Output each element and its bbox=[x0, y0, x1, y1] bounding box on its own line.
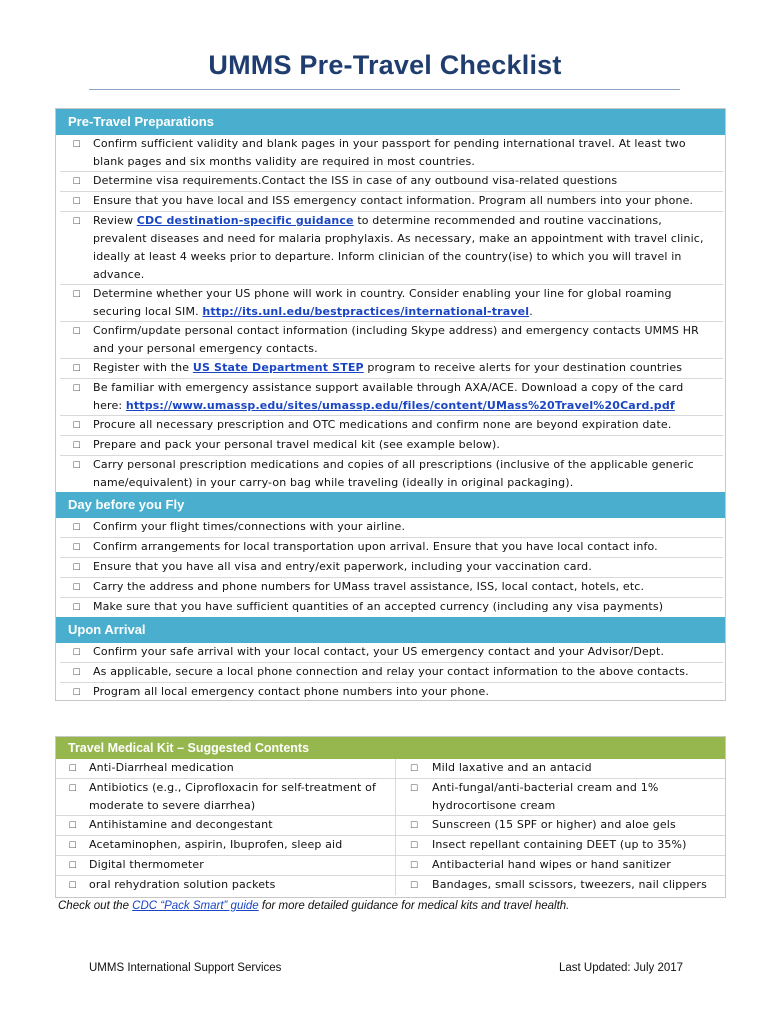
checklist-item bbox=[60, 322, 723, 359]
checklist-item-text: Carry personal prescription medications and copies of all prescriptions (inclusive of the applicable generic name/equivalent) in your carry-on bag while traveling (ideally in original packaging). bbox=[93, 458, 694, 489]
checklist-item bbox=[60, 285, 723, 322]
checklist-item-text: Confirm sufficient validity and blank pages in your passport for pending international travel. At least two blank pages and six months validity are required in most countries. bbox=[93, 137, 686, 168]
kit-row bbox=[56, 779, 725, 816]
checklist-item-text: Procure all necessary prescription and OTC medications and confirm none are beyond expiration date. bbox=[93, 418, 672, 431]
checkbox-icon[interactable]: ☐ bbox=[68, 861, 77, 871]
kit-item-right bbox=[396, 759, 725, 778]
checkbox-icon[interactable]: ☐ bbox=[72, 688, 81, 698]
checkbox-icon[interactable]: ☐ bbox=[72, 441, 81, 451]
kit-item-text: Anti-fungal/anti-bacterial cream and 1% hydrocortisone cream bbox=[432, 781, 659, 812]
item-text-pre: Determine whether your US phone will work in country. Consider enabling your line for global roaming securing local SIM. bbox=[93, 287, 672, 318]
checklist-item-text: Confirm your safe arrival with your local contact, your US emergency contact and your Advisor/Dept. bbox=[93, 645, 665, 658]
checklist-item bbox=[60, 598, 723, 617]
checklist-item-text: Determine visa requirements.Contact the ISS in case of any outbound visa-related questions bbox=[93, 174, 618, 187]
kit-item-left bbox=[56, 816, 396, 835]
kit-item-right bbox=[396, 876, 725, 895]
footnote-post: for more detailed guidance for medical kits and travel health. bbox=[258, 900, 570, 912]
kit-item-right bbox=[396, 856, 725, 875]
checklist-item-text bbox=[93, 379, 723, 415]
item-text-post: to determine recommended and routine vaccinations, prevalent diseases and need for malaria prophylaxis. As necessary, make an appointment with travel clinic, ideally at least 4 weeks prior to departure. Inform clinician of the country(ise) to which you will travel in advance. bbox=[93, 214, 704, 281]
checklist-item bbox=[60, 379, 723, 416]
checkbox-icon[interactable]: ☐ bbox=[409, 821, 419, 831]
checkbox-icon[interactable]: ☐ bbox=[409, 764, 419, 774]
checklist-item-text: As applicable, secure a local phone connection and relay your contact information to the above contacts. bbox=[93, 665, 689, 678]
checklist-item bbox=[60, 643, 723, 663]
checkbox-icon[interactable]: ☐ bbox=[72, 327, 81, 337]
checklist-item bbox=[60, 538, 723, 558]
checkbox-icon[interactable]: ☐ bbox=[409, 841, 419, 851]
kit-item-text: Anti-Diarrheal medication bbox=[89, 761, 234, 774]
checkbox-icon[interactable]: ☐ bbox=[72, 523, 81, 533]
checkbox-icon[interactable]: ☐ bbox=[72, 140, 81, 150]
kit-item-left bbox=[56, 876, 396, 895]
kit-item-left bbox=[56, 856, 396, 875]
checkbox-icon[interactable]: ☐ bbox=[72, 217, 81, 227]
checkbox-icon[interactable]: ☐ bbox=[68, 821, 77, 831]
kit-row bbox=[56, 876, 725, 895]
checkbox-icon[interactable]: ☐ bbox=[409, 881, 419, 891]
kit-item-text: Antibiotics (e.g., Ciprofloxacin for self-treatment of moderate to severe diarrhea) bbox=[89, 781, 376, 812]
kit-row bbox=[56, 816, 725, 836]
kit-item-text: Mild laxative and an antacid bbox=[432, 761, 592, 774]
checklist-item-text bbox=[93, 212, 723, 284]
kit-item-text: Sunscreen (15 SPF or higher) and aloe gels bbox=[432, 818, 676, 831]
kit-row bbox=[56, 836, 725, 856]
checklist-item bbox=[60, 578, 723, 598]
checklist-item bbox=[60, 359, 723, 379]
checklist-item bbox=[60, 212, 723, 285]
item-text-pre: Register with the bbox=[93, 361, 193, 374]
medical-kit-panel bbox=[55, 736, 726, 898]
checkbox-icon[interactable]: ☐ bbox=[72, 668, 81, 678]
kit-item-text: Insect repellant containing DEET (up to 35%) bbox=[432, 838, 687, 851]
item-text-pre: Review bbox=[93, 214, 137, 227]
checkbox-icon[interactable]: ☐ bbox=[409, 861, 419, 871]
footnote-pre: Check out the bbox=[58, 900, 133, 912]
checklist-item-text: Make sure that you have sufficient quantities of an accepted currency (including any visa payments) bbox=[93, 600, 664, 613]
cdc-pack-smart-link[interactable]: CDC “Pack Smart” guide bbox=[132, 900, 259, 912]
item-link[interactable]: US State Department STEP bbox=[192, 361, 364, 374]
kit-item-right bbox=[396, 816, 725, 835]
checklist-item-text: Prepare and pack your personal travel medical kit (see example below). bbox=[93, 438, 501, 451]
checkbox-icon[interactable]: ☐ bbox=[72, 197, 81, 207]
checkbox-icon[interactable]: ☐ bbox=[72, 421, 81, 431]
checklist-item bbox=[60, 456, 723, 492]
checklist-item-text: Carry the address and phone numbers for UMass travel assistance, ISS, local contact, hotels, etc. bbox=[93, 580, 645, 593]
item-text-post: program to receive alerts for your destination countries bbox=[363, 361, 683, 374]
section-heading-medical-kit: Travel Medical Kit – Suggested Contents bbox=[56, 737, 725, 759]
section-heading-arrival: Upon Arrival bbox=[56, 617, 725, 643]
checklist-item bbox=[60, 172, 723, 192]
title-divider bbox=[89, 89, 680, 90]
checkbox-icon[interactable]: ☐ bbox=[72, 364, 81, 374]
checklist-item-text: Ensure that you have local and ISS emergency contact information. Program all numbers into your phone. bbox=[93, 194, 694, 207]
section-heading-day-before: Day before you Fly bbox=[56, 492, 725, 518]
page-title: UMMS Pre-Travel Checklist bbox=[208, 50, 562, 80]
checklist-item-text: Confirm/update personal contact information (including Skype address) and emergency contacts UMMS HR and your personal emergency contacts. bbox=[93, 324, 699, 355]
checkbox-icon[interactable]: ☐ bbox=[68, 881, 77, 891]
kit-item-text: Bandages, small scissors, tweezers, nail clippers bbox=[432, 878, 707, 891]
checklist-item-text: Confirm your flight times/connections with your airline. bbox=[93, 520, 406, 533]
checkbox-icon[interactable]: ☐ bbox=[72, 384, 81, 394]
kit-item-left bbox=[56, 759, 396, 778]
checkbox-icon[interactable]: ☐ bbox=[72, 563, 81, 573]
kit-item-right bbox=[396, 836, 725, 855]
checkbox-icon[interactable]: ☐ bbox=[409, 784, 419, 794]
item-text-pre: Be familiar with emergency assistance support available through AXA/ACE. Download a copy of the card here: bbox=[93, 381, 684, 412]
item-text-post: . bbox=[529, 305, 533, 318]
checklist-item-text: Ensure that you have all visa and entry/exit paperwork, including your vaccination card. bbox=[93, 560, 592, 573]
day-before-list bbox=[60, 518, 723, 617]
arrival-list bbox=[60, 643, 723, 702]
checkbox-icon[interactable]: ☐ bbox=[68, 841, 77, 851]
checklist-item bbox=[60, 192, 723, 212]
checklist-item bbox=[60, 436, 723, 456]
checkbox-icon[interactable]: ☐ bbox=[68, 784, 77, 794]
checklist-item bbox=[60, 518, 723, 538]
kit-item-text: Antibacterial hand wipes or hand sanitizer bbox=[432, 858, 671, 871]
checklist-item-text bbox=[93, 285, 723, 321]
item-link[interactable]: CDC destination-specific guidance bbox=[136, 214, 354, 227]
checkbox-icon[interactable]: ☐ bbox=[72, 603, 81, 613]
footer-organization: UMMS International Support Services bbox=[89, 962, 282, 974]
checklist-panel bbox=[55, 108, 726, 701]
item-link[interactable]: http://its.unl.edu/bestpractices/international-travel bbox=[202, 305, 530, 318]
checkbox-icon[interactable]: ☐ bbox=[72, 543, 81, 553]
kit-item-text: Digital thermometer bbox=[89, 858, 204, 871]
checklist-item-text bbox=[93, 359, 723, 378]
checkbox-icon[interactable]: ☐ bbox=[68, 764, 77, 774]
checkbox-icon[interactable]: ☐ bbox=[72, 177, 81, 187]
medical-kit-table bbox=[56, 759, 725, 895]
checklist-item bbox=[60, 683, 723, 702]
checklist-item bbox=[60, 663, 723, 683]
kit-item-text: Acetaminophen, aspirin, Ibuprofen, sleep aid bbox=[89, 838, 343, 851]
kit-item-right bbox=[396, 779, 725, 815]
kit-item-text: oral rehydration solution packets bbox=[89, 878, 276, 891]
section-heading-preparations: Pre-Travel Preparations bbox=[56, 109, 725, 135]
checkbox-icon[interactable]: ☐ bbox=[72, 290, 81, 300]
kit-item-left bbox=[56, 779, 396, 815]
checkbox-icon[interactable]: ☐ bbox=[72, 648, 81, 658]
preparations-list bbox=[60, 135, 723, 492]
checkbox-icon[interactable]: ☐ bbox=[72, 583, 81, 593]
checklist-item bbox=[60, 416, 723, 436]
checkbox-icon[interactable]: ☐ bbox=[72, 461, 81, 471]
kit-item-left bbox=[56, 836, 396, 855]
checklist-item-text: Program all local emergency contact phone numbers into your phone. bbox=[93, 685, 490, 698]
kit-row bbox=[56, 759, 725, 779]
checklist-item bbox=[60, 558, 723, 578]
item-link[interactable]: https://www.umassp.edu/sites/umassp.edu/files/content/UMass%20Travel%20Card.pdf bbox=[125, 399, 675, 412]
kit-item-text: Antihistamine and decongestant bbox=[89, 818, 273, 831]
footnote bbox=[58, 900, 569, 912]
kit-row bbox=[56, 856, 725, 876]
checklist-item bbox=[60, 135, 723, 172]
checklist-item-text: Confirm arrangements for local transportation upon arrival. Ensure that you have local contact info. bbox=[93, 540, 658, 553]
footer-last-updated: Last Updated: July 2017 bbox=[559, 962, 684, 974]
